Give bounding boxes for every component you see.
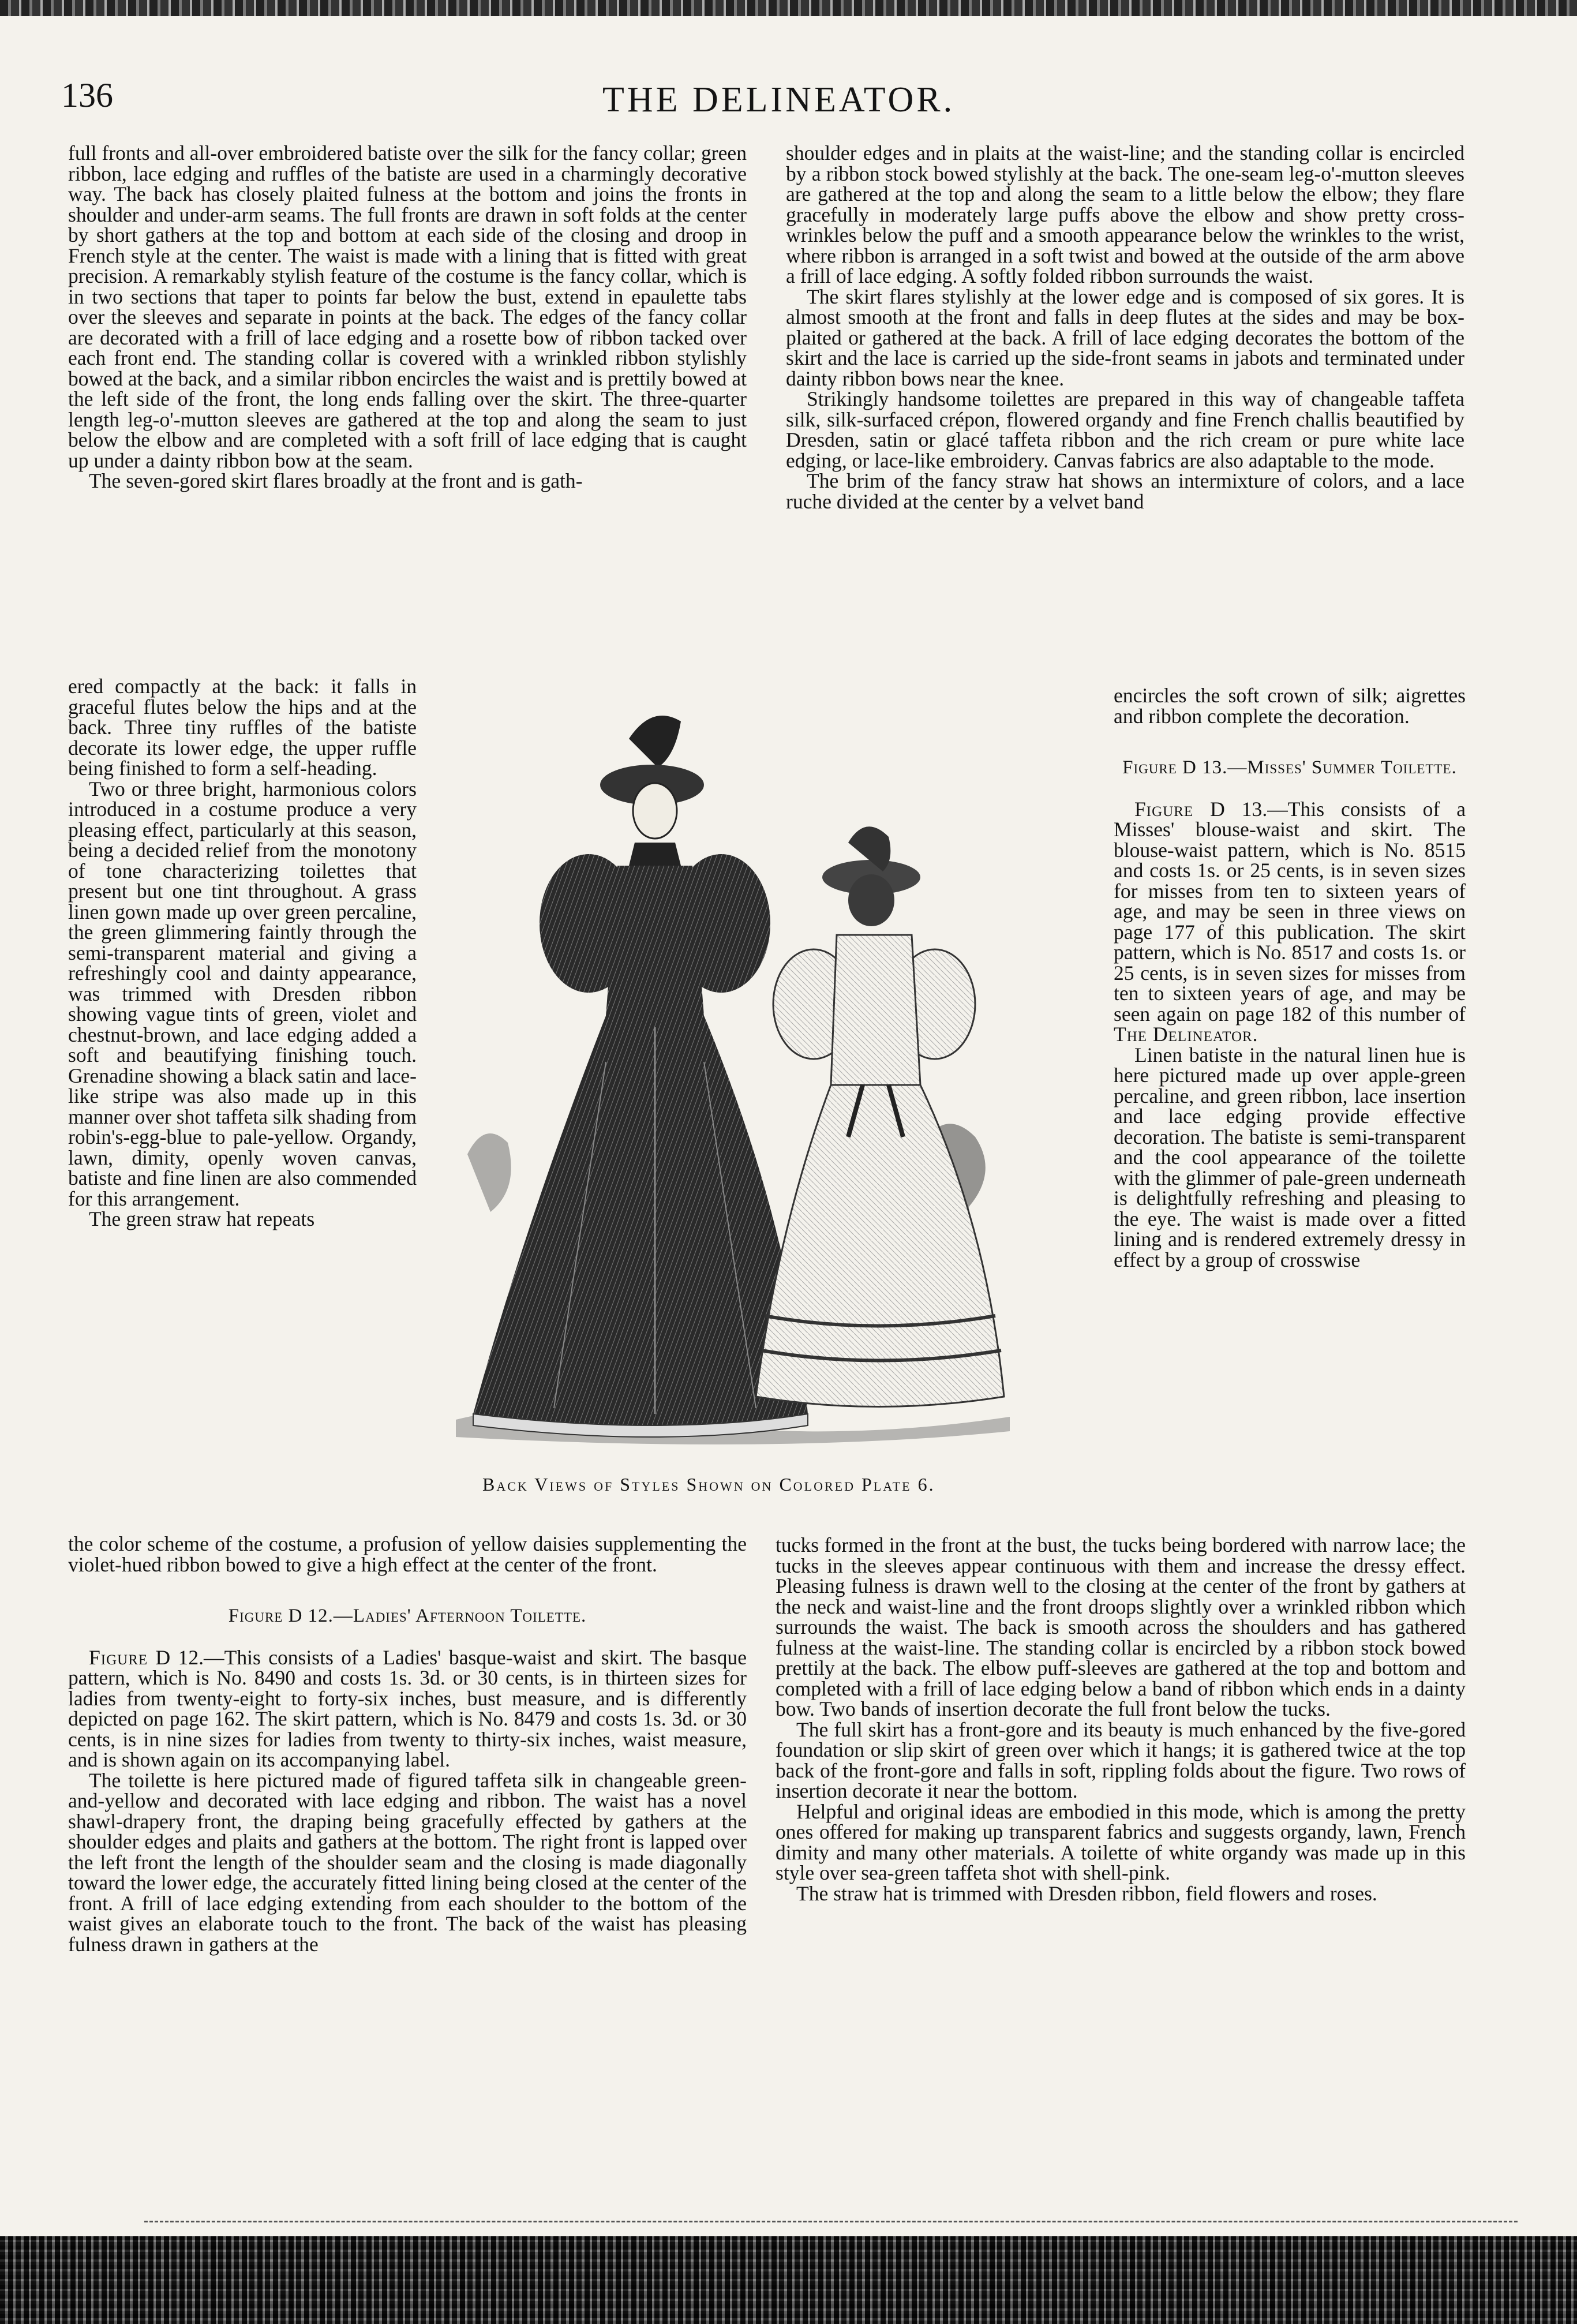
left-column-bottom [68, 1534, 747, 2192]
lady-figure [473, 716, 808, 1437]
figure-d13-heading: Figure D 13.—Misses' Summer Toilette. [1122, 757, 1457, 778]
body-paragraph: The skirt flares stylishly at the lower edge and is composed of six gores. It is almost smooth at the front and falls in deep flutes at the sides and may be box-plaited or gathered at the back. A frill of lace edging decorates the bottom of the skirt and the lace is carried up the side-front seams in jabots and terminated under dainty ribbon bows near the knee. [786, 285, 1464, 390]
body-paragraph: The seven-gored skirt flares broadly at the front and is gath- [89, 469, 583, 492]
figure-label: Figure [1134, 797, 1194, 821]
body-paragraph: The toilette is here pictured made of figured taffeta silk in changeable green-and-yellow and decorated with lace edging and ribbon. The waist has a novel shawl-drapery front, the draping being gracefully effected by gathers at the shoulder edges and plaits and gathers at the bottom. The right front is lapped over the left front the length of the shoulder seam and the closing is made diagonally toward the lower edge, the accurately fitted lining being closed at the center of the front. A frill of lace edging extending from each shoulder to the bottom of the waist gives an elaborate touch to the front. The back of the waist has pleasing fulness drawn in gathers at the [68, 1768, 747, 1956]
left-column-narrow [68, 676, 417, 1529]
body-paragraph: tucks formed in the front at the bust, the tucks being bordered with narrow lace; the tucks in the sleeves appear continuous with them and increase the dressy effect. Pleasing fulness is drawn well to the closing at the center of the front by gathers at the neck and waist-line and the front droops slightly over a wrinkled ribbon which surrounds the waist. The back is smooth across the shoulders and has gathered fulness at the waist-line. The standing collar is encircled by a ribbon stock bowed prettily at the back. The elbow puff-sleeves are gathered at the top and bottom and completed with a frill of lace edging below a band of ribbon which ends in a dainty bow. Two bands of insertion decorate the full front below the tucks. [776, 1533, 1466, 1720]
figure-d12-heading: Figure D 12.—Ladies' Afternoon Toilette. [228, 1606, 587, 1626]
body-paragraph: Helpful and original ideas are embodied in this mode, which is among the pretty ones offered for making up transparent fabrics and suggests organdy, lawn, French dimity and many other materials. A toilette of white organdy was made up in this style over sea-green taffeta shot with shell-pink. [776, 1799, 1466, 1884]
figure-label: Figure [89, 1645, 148, 1669]
body-paragraph: The full skirt has a front-gore and its beauty is much enhanced by the five-gored foundation or slip skirt of green over which it hangs; it is gathered twice at the top back of the front-gore and falls in soft, rippling folds about the figure. Two rows of insertion decorate it near the bottom. [776, 1717, 1466, 1802]
page-number: 136 [61, 76, 113, 114]
body-paragraph [68, 1645, 747, 1771]
body-paragraph: The green straw hat repeats [89, 1207, 315, 1230]
body-paragraph: the color scheme of the costume, a profusion of yellow daisies supplementing the violet-hued ribbon bowed to give a high effect at the center of the front. [68, 1532, 747, 1576]
scan-edge-top [0, 0, 1577, 16]
body-paragraph: Two or three bright, harmonious colors introduced in a costume produce a very pleasing effect, particularly at this season, being a decided relief from the monotony of tone characterizing toilettes that present but one tint throughout. A grass linen gown made up over green percaline, the green glimmering faintly through the semi-transparent material and giving a refreshingly cool and dainty appearance, was trimmed with Dresden ribbon showing vague tints of green, violet and chestnut-brown, and lace edging added a soft and beautifying finishing touch. Grenadine showing a black satin and lace-like stripe was also made up in this manner over shot taffeta silk shading from robin's-egg-blue to pale-yellow. Organdy, lawn, dimity, openly woven canvas, batiste and fine linen are also commended for this arrangement. [68, 777, 417, 1210]
body-paragraph: ered compactly at the back: it falls in graceful flutes below the hips and at the back. Three tiny ruffles of the batiste decorate its lower edge, the upper ruffle being finished to form a self-heading. [68, 675, 417, 780]
body-paragraph: Linen batiste in the natural linen hue is here pictured made up over apple-green percaline, and green ribbon, lace insertion and lace edging provide effective decoration. The batiste is semi-transparent and the cool appearance of the toilette with the glimmer of pale-green underneath is delightfully refreshing and pleasing to the eye. The waist is made over a fitted lining and is rendered extremely dressy in effect by a group of crosswise [1114, 1043, 1466, 1271]
body-paragraph: full fronts and all-over embroidered batiste over the silk for the fancy collar; green ribbon, lace edging and ruffles of the batiste are used in a charmingly decorative way. The back has closely plaited fulness at the bottom and joins the fronts in shoulder and under-arm seams. The full fronts are drawn in soft folds at the center by short gathers at the top and bottom at each side of the closing and droop in French style at the center. The waist is made with a lining that is fitted with great precision. A remarkably stylish feature of the costume is the fancy collar, which is in two sections that taper to points far below the bust, extend in epaulette tabs over the sleeves and separate in points at the back. The edges of the fancy collar are decorated with a frill of lace edging and a rosette bow of ribbon tacked over each front end. The standing collar is covered with a wrinkled ribbon stylishly bowed at the back, and a similar ribbon encircles the waist and is prettily bowed at the left side of the front, the long ends falling over the skirt. The three-quarter length leg-o'-mutton sleeves are gathered at the top and along the seam to just below the elbow and are completed with a soft frill of lace edging that is caught up under a dainty ribbon bow at the seam. [68, 141, 747, 472]
foliage [467, 1133, 511, 1212]
right-column-bottom [776, 1535, 1466, 2181]
left-column-top [68, 143, 747, 674]
illustration-caption: Back Views of Styles Shown on Colored Plate 6. [482, 1474, 935, 1495]
paragraph-text: D 12.—This consists of a Ladies' basque-waist and skirt. The basque pattern, which is No. 8490 and costs 1s. 3d. or 30 cents, is in thirteen sizes for ladies from twenty-eight to forty-six inches, bust measure, and is differently depicted on page 162. The skirt pattern, which is No. 8479 and costs 1s. 3d. or 30 cents, is in nine sizes for ladies from twenty to thirty-six inches, waist measure, and is shown again on its accompanying label. [68, 1645, 747, 1771]
magazine-name: The Delineator. [1114, 1023, 1258, 1046]
page-title: THE DELINEATOR. [602, 80, 956, 119]
body-paragraph: Strikingly handsome toilettes are prepared in this way of changeable taffeta silk, silk-surfaced crépon, flowered organdy and fine French challis beautified by Dresden, satin or glacé taffeta ribbon and the rich cream or pure white lace edging, or lace-like embroidery. Canvas fabrics are also adaptable to the mode. [786, 387, 1464, 472]
two-figures-engraving [433, 704, 1096, 1460]
body-paragraph: The straw hat is trimmed with Dresden ribbon, field flowers and roses. [796, 1881, 1377, 1905]
scan-edge-bottom [0, 2236, 1577, 2324]
right-column-narrow [1114, 686, 1466, 1540]
bottom-rule [144, 2221, 1518, 2222]
body-paragraph: shoulder edges and in plaits at the waist-line; and the standing collar is encircled by a ribbon stock bowed stylishly at the back. The one-seam leg-o'-mutton sleeves are gathered at the top and along the seam to a little below the elbow; they flare gracefully in moderately large puffs above the elbow and show pretty cross-wrinkles below the puff and a smooth appearance below the wrinkles to the wrist, where ribbon is arranged in a soft twist and bowed at the outside of the arm above a frill of lace edging. A softly folded ribbon surrounds the waist. [786, 141, 1464, 287]
right-column-top [786, 143, 1464, 683]
body-paragraph: encircles the soft crown of silk; aigrettes and ribbon complete the decoration. [1114, 684, 1466, 728]
fashion-illustration [433, 704, 1096, 1460]
girl-figure [756, 826, 1004, 1406]
paragraph-text: D 13.—This consists of a Misses' blouse-waist and skirt. The blouse-waist pattern, which is No. 8515 and costs 1s. or 25 cents, is in seven sizes for misses from ten to sixteen years of age, and may be seen in three views on page 177 of this publication. The skirt pattern, which is No. 8517 and costs 1s. or 25 cents, is in seven sizes for misses from ten to sixteen years of age, and may be seen again on page 182 of this number of [1114, 797, 1466, 1026]
body-paragraph: The brim of the fancy straw hat shows an intermixture of colors, and a lace ruche divided at the center by a velvet band [786, 469, 1464, 513]
body-paragraph [1114, 799, 1466, 1045]
